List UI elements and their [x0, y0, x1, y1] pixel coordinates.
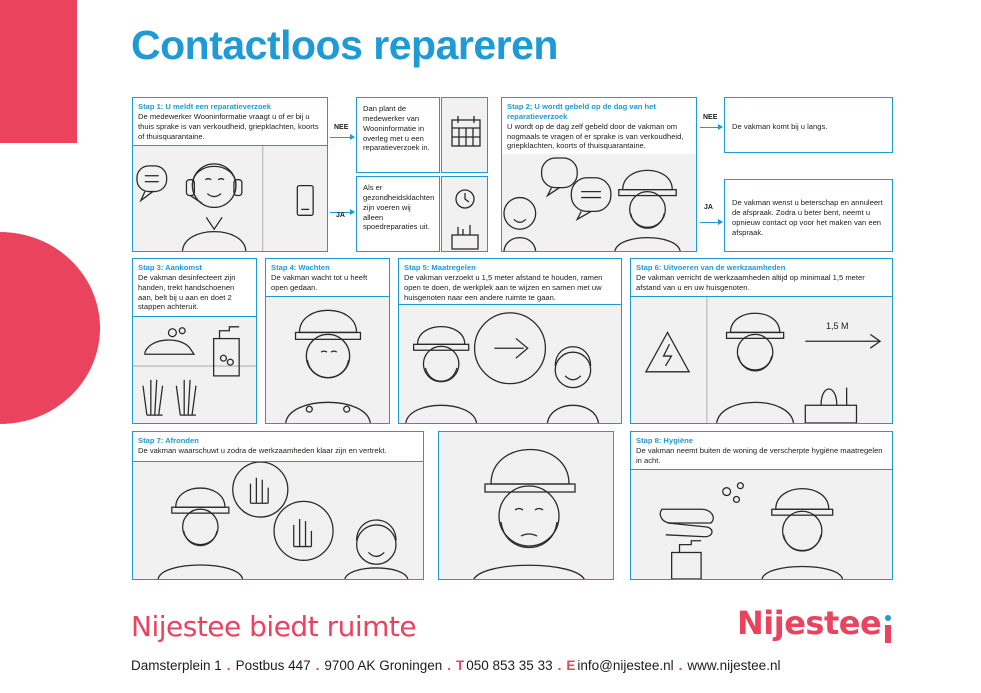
step-5-panel [398, 258, 622, 424]
headset-person-icon [133, 146, 327, 251]
footer-address-city: 9700 AK Groningen [324, 658, 443, 673]
distance-label: 1,5 M [826, 321, 849, 331]
step-1-body: De medewerker Wooninformatie vraagt u of er bij u thuis sprake is van verkoudheid, griepklachten, koorts of thuisquarantaine. [138, 111, 319, 141]
step-1-heading: Stap 1: U meldt een reparatieverzoek [138, 102, 271, 111]
step-2-ja-label: JA [704, 204, 713, 211]
arrow-right-icon [805, 334, 880, 348]
clock-toolbox-panel [441, 176, 488, 252]
gloves-icon [143, 380, 196, 415]
arrow-nee-1 [330, 137, 354, 138]
step-2-body: U wordt op de dag zelf gebeld door de vakman om nogmaals te vragen of er sprake is van verkoudheid, griepklachten, koorts of thuisquarantaine. [507, 121, 684, 151]
worker-helmet-icon [158, 488, 243, 579]
worker-helmet-icon [406, 327, 477, 423]
step-8-illustration [631, 470, 892, 579]
contact-footer: Damsterplein 1 . Postbus 447 . 9700 AK Groningen . T 050 853 35 33 . E info@nijestee.nl . www.nijestee.nl [131, 658, 781, 673]
step-3-panel [132, 258, 257, 424]
worker-helmet-icon [762, 489, 843, 579]
step-1-ja-label: JA [336, 212, 345, 219]
step-1-nee-label: NEE [334, 124, 349, 131]
step-1-ja-box: Als er gezondheidsklachten zijn voeren wij alleen spoedreparaties uit. [356, 176, 440, 252]
woman-icon [547, 347, 598, 423]
step-4-text [266, 259, 389, 297]
step-4-heading: Stap 4: Wachten [271, 263, 330, 272]
footer-email[interactable]: info@nijestee.nl [577, 658, 674, 673]
step-6-text [631, 259, 892, 297]
woman-icon [345, 520, 408, 579]
footer-phone[interactable]: 050 853 35 33 [466, 658, 553, 673]
step-1-text [133, 98, 327, 146]
step-6-body: De vakman verricht de werkzaamheden altijd op minimaal 1,5 meter afstand van u en uw huisgenoten. [636, 272, 865, 292]
page-title: Contactloos repareren [131, 22, 558, 68]
soap-icon [214, 327, 240, 376]
step-3-body: De vakman desinfecteert zijn handen, trekt handschoenen aan, belt bij u aan en doet 2 stappen achteruit. [138, 272, 236, 312]
speech-bubble-icon [475, 313, 546, 384]
arrow-nee-2 [700, 127, 722, 128]
step-4-panel [265, 258, 390, 424]
step-8-heading: Stap 8: Hygiëne [636, 436, 693, 445]
footer-phone-label: T [456, 658, 465, 673]
step-7-illustration [133, 462, 423, 579]
step-4-body: De vakman wacht tot u heeft open gedaan. [271, 272, 368, 292]
center-worker-panel [438, 431, 614, 580]
step-7-heading: Stap 7: Afronden [138, 436, 199, 445]
worker-helmet-icon [717, 313, 794, 423]
step-2-nee-label: NEE [703, 114, 718, 121]
step-2-illustration [502, 154, 696, 251]
step-7-panel [132, 431, 424, 580]
brand-logo: Nijestee [737, 604, 882, 642]
step-3-illustration [133, 317, 256, 423]
step-3-heading: Stap 3: Aankomst [138, 263, 202, 272]
footer-address-street: Damsterplein 1 [131, 658, 222, 673]
step-6-illustration [631, 297, 892, 423]
step-4-illustration [266, 297, 389, 423]
step-2-panel [501, 97, 697, 252]
worker-helmet-icon [615, 170, 680, 251]
step-1-illustration [133, 146, 327, 251]
step-1-panel [132, 97, 328, 252]
decorative-pink-half-circle [0, 232, 100, 424]
hazard-icon [646, 332, 689, 371]
soap-icon [672, 541, 701, 579]
step-8-text [631, 432, 892, 470]
step-5-text [399, 259, 621, 305]
step-2-nee-box: De vakman komt bij u langs. [724, 97, 893, 153]
hand-washing-icon [145, 328, 194, 355]
worker-helmet-icon [439, 432, 614, 580]
clock-icon [456, 190, 474, 208]
footer-address-postbus: Postbus 447 [235, 658, 311, 673]
step-2-heading: Stap 2; U wordt gebeld op de dag van het reparatieverzoek [507, 102, 656, 121]
step-6-panel [630, 258, 893, 424]
worker-helmet-icon [266, 297, 389, 423]
hand-washing-icon [660, 483, 743, 537]
footer-website[interactable]: www.nijestee.nl [687, 658, 781, 673]
logo-i-mark-icon [885, 615, 891, 643]
step-1-nee-box: Dan plant de medewerker van Wooninformatie in overleg met u een reparatieverzoek in. [356, 97, 440, 173]
step-3-text [133, 259, 256, 317]
step-5-body: De vakman verzoekt u 1,5 meter afstand te houden, ramen open te doen, de werkplek aan te wijzen en samen met uw huisgenoten naar een andere ruimte te gaan. [404, 272, 603, 302]
toolbox-icon [452, 225, 478, 249]
step-2-ja-box: De vakman wenst u beterschap en annuleert de afspraak. Zodra u beter bent, neemt u opnieuw contact op voor het maken van een afspraak. [724, 179, 893, 252]
woman-icon [504, 198, 536, 251]
decorative-pink-block [0, 0, 77, 143]
step-5-heading: Stap 5: Maatregelen [404, 263, 476, 272]
waving-hand-icon [233, 462, 333, 560]
step-6-heading: Stap 6: Uitvoeren van de werkzaamheden [636, 263, 786, 272]
arrow-ja-2 [700, 222, 722, 223]
step-7-body: De vakman waarschuwt u zodra de werkzaamheden klaar zijn en vertrekt. [138, 445, 387, 455]
step-8-body: De vakman neemt buiten de woning de verscherpte hygiëne maatregelen in acht. [636, 445, 883, 465]
step-7-text [133, 432, 423, 462]
calendar-panel [441, 97, 488, 173]
slogan: Nijestee biedt ruimte [131, 610, 417, 643]
speech-bubble-icon [542, 158, 611, 219]
calendar-icon [442, 98, 489, 174]
footer-email-label: E [566, 658, 576, 673]
step-5-illustration [399, 305, 621, 423]
step-2-text [502, 98, 696, 156]
toolbox-icon [805, 388, 856, 423]
step-8-panel [630, 431, 893, 580]
